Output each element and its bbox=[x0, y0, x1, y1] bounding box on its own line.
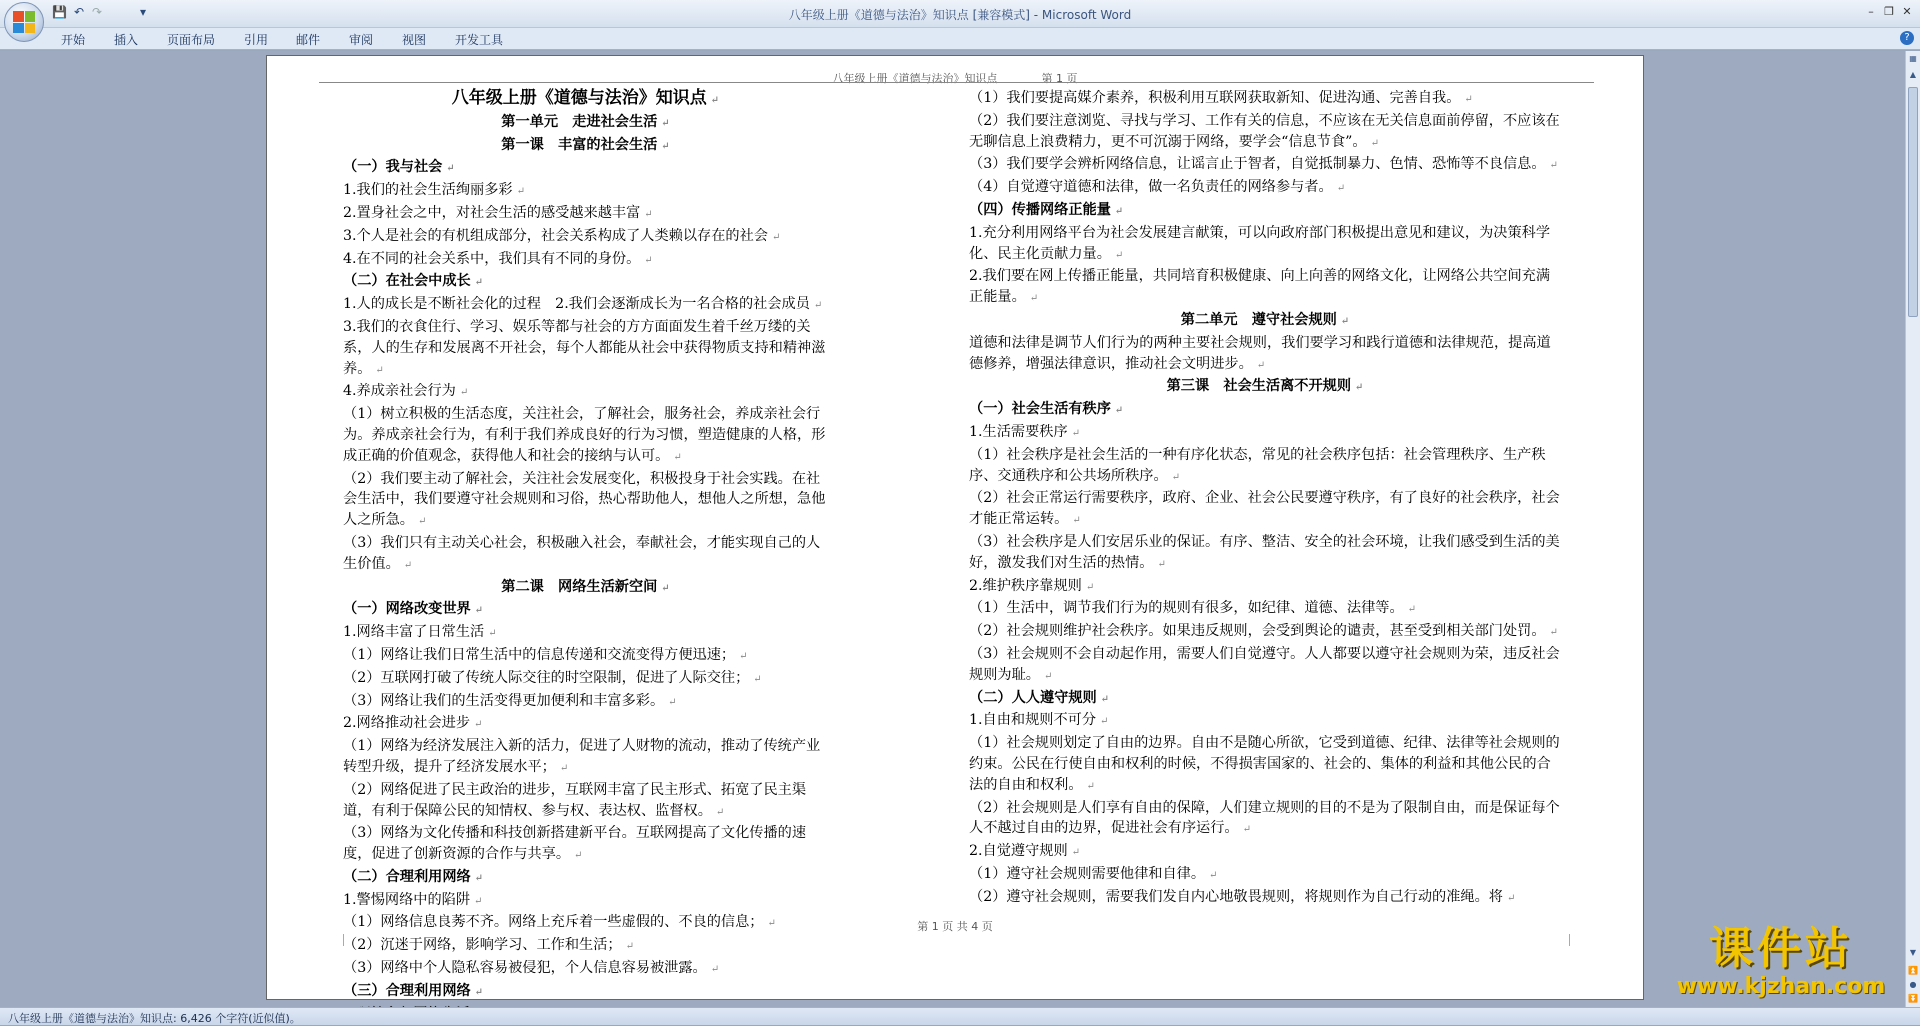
heading: （三）合理利用网络 ↵ bbox=[343, 982, 484, 999]
paragraph: （2）社会规则维护社会秩序。如果违反规则，会受到舆论的谴责，甚至受到相关部门处罚。 ↵ bbox=[969, 623, 1558, 640]
paragraph-mark-icon: ↵ bbox=[753, 673, 762, 685]
paragraph: （1）我们要提高媒介素养，积极利用互联网获取新知、促进沟通、完善自我。 ↵ bbox=[969, 90, 1473, 106]
heading: 第二单元 遵守社会规则 ↵ bbox=[1180, 311, 1350, 328]
undo-icon[interactable]: ↶ bbox=[74, 5, 85, 19]
paragraph: （2）我们要主动了解社会，关注社会发展变化，积极投身于社会实践。在社会生活中，我们要遵守社会规则和习俗，热心帮助他人，想他人之所想，急他人之所急。 ↵ bbox=[343, 470, 826, 529]
heading: （二）合理利用网络 ↵ bbox=[343, 868, 484, 885]
paragraph-mark-icon: ↵ bbox=[1114, 205, 1124, 217]
paragraph-mark-icon: ↵ bbox=[644, 208, 653, 220]
tab-review[interactable]: 审阅 bbox=[349, 33, 374, 47]
help-icon[interactable]: ? bbox=[1900, 31, 1914, 45]
heading: （一）我与社会 ↵ bbox=[343, 159, 455, 176]
vertical-scrollbar[interactable] bbox=[1905, 51, 1920, 1007]
heading: 第一课 丰富的社会生活 ↵ bbox=[501, 136, 670, 153]
heading: （二）在社会中成长 ↵ bbox=[343, 273, 484, 290]
paragraph-mark-icon: ↵ bbox=[1072, 515, 1081, 527]
paragraph-mark-icon: ↵ bbox=[710, 964, 720, 976]
status-bar bbox=[0, 1007, 1920, 1025]
paragraph: （3）我们要学会辨析网络信息，让谣言止于智者，自觉抵制暴力、色情、恐怖等不良信息。 ↵ bbox=[969, 156, 1558, 173]
paragraph-mark-icon: ↵ bbox=[1114, 249, 1124, 261]
tab-home[interactable]: 开始 bbox=[61, 33, 86, 47]
paragraph-mark-icon: ↵ bbox=[1071, 847, 1081, 859]
paragraph-mark-icon: ↵ bbox=[644, 254, 653, 266]
paragraph-mark-icon: ↵ bbox=[1549, 160, 1558, 172]
paragraph: 1.生活需要秩序 ↵ bbox=[969, 423, 1081, 440]
close-icon[interactable]: ✕ bbox=[1902, 5, 1912, 18]
paragraph-mark-icon: ↵ bbox=[715, 806, 725, 818]
paragraph: 1.人的成长是不断社会化的过程 2.我们会逐渐成长为一名合格的社会成员 ↵ bbox=[343, 296, 823, 313]
paragraph-mark-icon: ↵ bbox=[474, 872, 484, 884]
paragraph-mark-icon: ↵ bbox=[1157, 558, 1166, 570]
office-logo-icon bbox=[13, 11, 35, 33]
paragraph: （3）社会秩序是人们安居乐业的保证。有序、整洁、安全的社会环境，让我们感受到生活的美好，激发我们对生活的热情。 ↵ bbox=[969, 533, 1560, 571]
paragraph: （1）网络让我们日常生活中的信息传递和交流变得方便迅速； ↵ bbox=[343, 646, 748, 663]
paragraph-mark-icon: ↵ bbox=[1549, 627, 1558, 639]
paragraph: 3.我们的衣食住行、学习、娱乐等都与社会的方方面面发生着千丝万缕的关系，人的生存和发展离不开社会，每个人都能从社会中获得物质支持和精神滋养。 ↵ bbox=[343, 318, 826, 377]
paragraph: （1）网络为经济发展注入新的活力，促进了人财物的流动，推动了传统产业转型升级，提升了经济发展水平； ↵ bbox=[343, 738, 821, 775]
paragraph-mark-icon: ↵ bbox=[767, 918, 776, 930]
paragraph-mark-icon: ↵ bbox=[446, 163, 455, 175]
paragraph-mark-icon: ↵ bbox=[673, 451, 682, 463]
paragraph: （1）社会规则划定了自由的边界。自由不是随心所欲，它受到道德、纪律、法律等社会规则的约束。公民在行使自由和权利的时候，不得损害国家的、社会的、集体的利益和其他公民的合法的自由和权利。 ↵ bbox=[969, 735, 1560, 793]
paragraph-mark-icon: ↵ bbox=[474, 895, 483, 907]
crop-mark bbox=[1569, 934, 1570, 946]
page-header: 八年级上册《道德与法治》知识点 第 1 页 bbox=[832, 72, 1078, 85]
paragraph: 2.维护秩序靠规则 ↵ bbox=[969, 577, 1095, 594]
paragraph: （1）网络信息良莠不齐。网络上充斥着一些虚假的、不良的信息； ↵ bbox=[343, 914, 776, 931]
watermark-title: 课件站 bbox=[1709, 923, 1853, 974]
window-title: 八年级上册《道德与法治》知识点 [兼容模式] - Microsoft Word bbox=[788, 8, 1132, 22]
paragraph-mark-icon: ↵ bbox=[1464, 94, 1473, 105]
paragraph: 2.自觉遵守规则 ↵ bbox=[969, 843, 1081, 860]
paragraph: （3）社会规则不会自动起作用，需要人们自觉遵守。人人都要以遵守社会规则为荣，违反社会规则为耻。 ↵ bbox=[969, 645, 1560, 683]
paragraph: （1）社会秩序是社会生活的一种有序化状态，常见的社会秩序包括：社会管理秩序、生产秩序、交通秩序和公共场所秩序。 ↵ bbox=[969, 446, 1546, 484]
paragraph-mark-icon: ↵ bbox=[661, 140, 670, 152]
paragraph: （3）我们只有主动关心社会，积极融入社会，奉献社会，才能实现自己的人生价值。 ↵ bbox=[343, 534, 821, 572]
paragraph-mark-icon: ↵ bbox=[813, 300, 823, 312]
heading: 八年级上册《道德与法治》知识点 ↵ bbox=[451, 88, 720, 108]
paragraph: （1）遵守社会规则需要他律和自律。 ↵ bbox=[969, 865, 1218, 882]
tab-mailings[interactable]: 邮件 bbox=[296, 33, 321, 47]
page-footer: 第 1 页 共 4 页 bbox=[917, 920, 993, 933]
heading: 第一单元 走进社会生活 ↵ bbox=[501, 113, 670, 130]
paragraph-mark-icon: ↵ bbox=[1086, 780, 1095, 792]
redo-icon[interactable]: ↷ bbox=[92, 5, 103, 19]
paragraph: 4.在不同的社会关系中，我们具有不同的身份。 ↵ bbox=[343, 250, 653, 267]
paragraph: 1.警惕网络中的陷阱 ↵ bbox=[343, 891, 483, 908]
paragraph-mark-icon: ↵ bbox=[1340, 315, 1350, 327]
heading: （二）人人遵守规则 ↵ bbox=[969, 689, 1110, 706]
paragraph: （2）网络促进了民主政治的进步，互联网丰富了民主形式、拓宽了民主渠道，有利于保障公民的知情权、参与权、表达权、监督权。 ↵ bbox=[343, 781, 807, 819]
paragraph: （2）社会正常运行需要秩序，政府、企业、社会公民要遵守秩序，有了良好的社会秩序，社会才能正常运转。 ↵ bbox=[969, 490, 1560, 528]
heading: 第三课 社会生活离不开规则 ↵ bbox=[1166, 378, 1364, 395]
paragraph-mark-icon: ↵ bbox=[661, 582, 670, 594]
watermark-url: www.kjzhan.com bbox=[1676, 974, 1886, 999]
paragraph-mark-icon: ↵ bbox=[474, 605, 484, 617]
heading: （四）传播网络正能量 ↵ bbox=[969, 201, 1124, 218]
paragraph-mark-icon: ↵ bbox=[474, 277, 484, 289]
header-divider bbox=[319, 82, 1594, 83]
paragraph-mark-icon: ↵ bbox=[1071, 427, 1081, 439]
save-icon[interactable]: 💾 bbox=[52, 5, 67, 19]
left-column[interactable] bbox=[343, 88, 828, 1026]
tab-page-layout[interactable]: 页面布局 bbox=[167, 33, 216, 47]
paragraph-mark-icon: ↵ bbox=[375, 364, 384, 376]
previous-page-icon[interactable]: ⏫ bbox=[1908, 966, 1918, 975]
paragraph-mark-icon: ↵ bbox=[1407, 604, 1417, 616]
paragraph: （2）互联网打破了传统人际交往的时空限制，促进了人际交往； ↵ bbox=[343, 669, 762, 686]
tab-insert[interactable]: 插入 bbox=[114, 33, 139, 47]
paragraph: 2.网络推动社会进步 ↵ bbox=[343, 715, 483, 732]
scroll-up-icon[interactable]: ▲ bbox=[1909, 70, 1917, 79]
customize-quick-access-icon[interactable]: ▾ bbox=[140, 5, 147, 19]
paragraph-mark-icon: ↵ bbox=[1256, 359, 1266, 371]
paragraph-mark-icon: ↵ bbox=[1355, 382, 1364, 394]
ruler-toggle-icon[interactable]: ▦ bbox=[1909, 54, 1917, 63]
document-workspace bbox=[0, 51, 1905, 1007]
paragraph-mark-icon: ↵ bbox=[1171, 471, 1181, 483]
paragraph: 道德和法律是调节人们行为的两种主要社会规则，我们要学习和践行道德和法律规范，提高道德修养，增强法律意识，推动社会文明进步。 ↵ bbox=[969, 334, 1551, 372]
paragraph-mark-icon: ↵ bbox=[625, 941, 634, 953]
paragraph-mark-icon: ↵ bbox=[1100, 716, 1109, 728]
paragraph: 1.自由和规则不可分 ↵ bbox=[969, 712, 1109, 729]
paragraph-mark-icon: ↵ bbox=[559, 762, 569, 774]
paragraph-mark-icon: ↵ bbox=[1242, 824, 1251, 836]
paragraph: （2）我们要注意浏览、寻找与学习、工作有关的信息，不应该在无关信息面前停留，不应该在无聊信息上浪费精力，更不可沉溺于网络，要学会“信息节食”。 ↵ bbox=[969, 112, 1560, 150]
paragraph-mark-icon: ↵ bbox=[1370, 137, 1379, 149]
paragraph: 1.充分利用网络平台为社会发展建言献策，可以向政府部门积极提出意见和建议，为决策科学化、民主化贡献力量。 ↵ bbox=[969, 224, 1551, 262]
paragraph-mark-icon: ↵ bbox=[1029, 293, 1039, 305]
office-button[interactable] bbox=[4, 2, 44, 42]
tab-developer[interactable]: 开发工具 bbox=[455, 33, 504, 47]
paragraph-mark-icon: ↵ bbox=[403, 559, 413, 571]
restore-icon[interactable]: ❐ bbox=[1884, 5, 1894, 18]
paragraph: （3）网络为文化传播和科技创新搭建新平台。互联网提高了文化传播的速度，促进了创新资源的合作与共享。 ↵ bbox=[343, 825, 807, 863]
tab-references[interactable]: 引用 bbox=[244, 33, 269, 47]
paragraph: （1）生活中，调节我们行为的规则有很多，如纪律、道德、法律等。 ↵ bbox=[969, 600, 1417, 617]
paragraph-mark-icon: ↵ bbox=[459, 387, 469, 399]
paragraph-mark-icon: ↵ bbox=[488, 628, 497, 640]
paragraph: 1.我们的社会生活绚丽多彩 ↵ bbox=[343, 182, 525, 199]
paragraph: （2）遵守社会规则，需要我们发自内心地敬畏规则，将规则作为自己行动的准绳。将 ↵ bbox=[969, 888, 1516, 905]
watermark-logo bbox=[1668, 923, 1894, 1003]
paragraph-mark-icon: ↵ bbox=[710, 95, 720, 106]
scroll-down-icon[interactable]: ▼ bbox=[1909, 948, 1917, 957]
paragraph: 1.网络丰富了日常生活 ↵ bbox=[343, 624, 497, 641]
paragraph-mark-icon: ↵ bbox=[474, 719, 483, 731]
heading: 第二课 网络生活新空间 ↵ bbox=[501, 578, 670, 595]
paragraph-mark-icon: ↵ bbox=[661, 117, 670, 129]
heading: （一）社会生活有秩序 ↵ bbox=[969, 401, 1124, 418]
scrollbar-thumb[interactable] bbox=[1908, 87, 1918, 317]
title-bar bbox=[0, 0, 1920, 28]
paragraph-mark-icon: ↵ bbox=[516, 186, 525, 198]
paragraph-mark-icon: ↵ bbox=[1100, 693, 1110, 705]
paragraph-mark-icon: ↵ bbox=[1085, 581, 1095, 593]
paragraph: 4.养成亲社会行为 ↵ bbox=[343, 383, 469, 400]
paragraph-mark-icon: ↵ bbox=[1209, 869, 1218, 881]
paragraph-mark-icon: ↵ bbox=[1043, 670, 1053, 682]
paragraph-mark-icon: ↵ bbox=[1114, 405, 1124, 417]
paragraph-mark-icon: ↵ bbox=[417, 516, 427, 528]
document-page[interactable] bbox=[266, 55, 1644, 1000]
paragraph: （2）沉迷于网络，影响学习、工作和生活； ↵ bbox=[343, 937, 634, 954]
heading: （一）网络改变世界 ↵ bbox=[343, 601, 484, 618]
paragraph-mark-icon: ↵ bbox=[474, 986, 484, 998]
paragraph-mark-icon: ↵ bbox=[574, 850, 583, 862]
right-column[interactable] bbox=[969, 88, 1561, 909]
paragraph: （3）网络中个人隐私容易被侵犯，个人信息容易被泄露。 ↵ bbox=[343, 960, 720, 977]
minimize-icon[interactable]: – bbox=[1868, 5, 1874, 18]
paragraph: （4）自觉遵守道德和法律，做一名负责任的网络参与者。 ↵ bbox=[969, 179, 1346, 196]
browse-object-icon[interactable]: ● bbox=[1909, 980, 1917, 989]
ribbon-tabs bbox=[0, 28, 1920, 50]
crop-mark bbox=[343, 934, 344, 946]
paragraph-mark-icon: ↵ bbox=[771, 231, 781, 243]
paragraph-mark-icon: ↵ bbox=[739, 650, 748, 662]
paragraph-mark-icon: ↵ bbox=[1336, 183, 1346, 195]
paragraph-mark-icon: ↵ bbox=[1506, 892, 1516, 904]
paragraph: （2）社会规则是人们享有自由的保障，人们建立规则的目的不是为了限制自由，而是保证每个人不越过自由的边界，促进社会有序运行。 ↵ bbox=[969, 799, 1560, 837]
paragraph: （1）树立积极的生活态度，关注社会，了解社会，服务社会，养成亲社会行为。养成亲社会行为，有利于我们养成良好的行为习惯，塑造健康的人格，形成正确的价值观念，获得他人和社会的接纳与认可。 ↵ bbox=[343, 406, 826, 464]
paragraph: 2.我们要在网上传播正能量，共同培育积极健康、向上向善的网络文化，让网络公共空间充满正能量。 ↵ bbox=[969, 268, 1551, 306]
paragraph: 2.置身社会之中，对社会生活的感受越来越丰富 ↵ bbox=[343, 204, 653, 221]
paragraph: 3.个人是社会的有机组成部分，社会关系构成了人类赖以存在的社会 ↵ bbox=[343, 227, 781, 244]
status-text: 八年级上册《道德与法治》知识点: 6,426 个字符(近似值)。 bbox=[8, 1012, 301, 1025]
tab-view[interactable]: 视图 bbox=[402, 33, 427, 47]
paragraph-mark-icon: ↵ bbox=[668, 696, 677, 708]
paragraph: （3）网络让我们的生活变得更加便利和丰富多彩。 ↵ bbox=[343, 692, 677, 709]
next-page-icon[interactable]: ⏬ bbox=[1908, 994, 1918, 1003]
